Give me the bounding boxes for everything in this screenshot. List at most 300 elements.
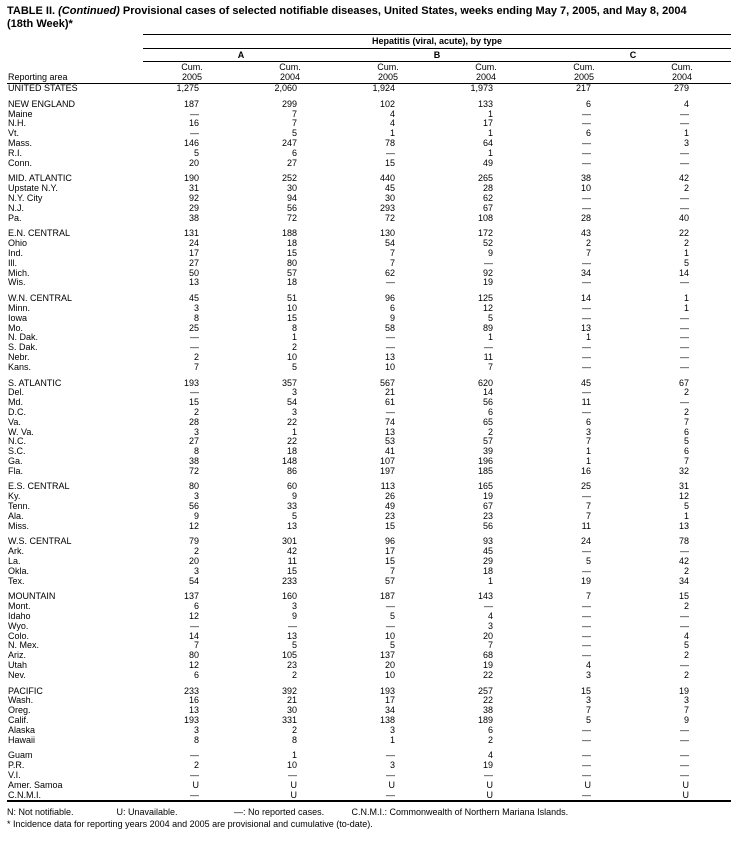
value-cell: — (386, 407, 395, 417)
table-row (7, 651, 731, 661)
value-cell: — (680, 203, 689, 213)
value-cell: 19 (678, 686, 689, 696)
reporting-area-cell: Mich. (8, 268, 30, 278)
table-row (7, 379, 731, 389)
value-cell: 72 (188, 466, 199, 476)
value-cell: 293 (379, 203, 395, 213)
value-cell: 93 (482, 537, 493, 547)
value-cell: 10 (286, 761, 297, 771)
reporting-area-cell: MOUNTAIN (8, 592, 56, 602)
value-cell: — (386, 343, 395, 353)
value-cell: — (680, 661, 689, 671)
table-row (7, 259, 731, 269)
column-header-row (7, 62, 731, 84)
value-cell: 38 (482, 706, 493, 716)
value-cell: — (582, 313, 591, 323)
value-cell: 23 (286, 661, 297, 671)
value-cell: 9 (291, 492, 297, 502)
footnote-not-notifiable: N: Not notifiable. (7, 807, 74, 818)
value-cell: 16 (580, 466, 591, 476)
value-cell: 7 (585, 502, 591, 512)
value-cell: 2 (585, 239, 591, 249)
column-header: Cum. 2005 (339, 62, 437, 84)
value-cell: — (680, 362, 689, 372)
reporting-area-cell: Va. (8, 417, 21, 427)
value-cell: 10 (286, 303, 297, 313)
table-row (7, 269, 731, 279)
value-cell: 1,973 (470, 83, 493, 93)
table-row (7, 343, 731, 353)
value-cell: 20 (384, 661, 395, 671)
table-row (7, 84, 731, 94)
value-cell: 41 (384, 447, 395, 457)
table-row (7, 129, 731, 139)
value-cell: 188 (281, 229, 297, 239)
value-cell: 6 (389, 303, 395, 313)
reporting-area-cell: Ill. (8, 258, 17, 268)
value-cell: 68 (482, 651, 493, 661)
value-cell: 233 (281, 576, 297, 586)
value-cell: 30 (384, 193, 395, 203)
value-cell: 6 (683, 447, 689, 457)
value-cell: 3 (487, 621, 493, 631)
table-row (7, 119, 731, 129)
value-cell: 2 (487, 735, 493, 745)
table-row (7, 512, 731, 522)
table-row (7, 537, 731, 547)
title-week: (18th Week)* (7, 18, 73, 30)
reporting-area-cell: Ariz. (8, 651, 26, 661)
value-cell: 6 (585, 129, 591, 139)
value-cell: 187 (379, 592, 395, 602)
value-cell: 8 (193, 447, 199, 457)
value-cell: 28 (482, 184, 493, 194)
value-cell: 10 (384, 670, 395, 680)
value-cell: 15 (188, 398, 199, 408)
value-cell: 2 (683, 239, 689, 249)
value-cell: 2 (193, 407, 199, 417)
value-cell: 1,924 (372, 83, 395, 93)
value-cell: 67 (482, 203, 493, 213)
value-cell: 13 (188, 706, 199, 716)
value-cell: 1 (487, 148, 493, 158)
reporting-area-cell: Wyo. (8, 621, 29, 631)
value-cell: 7 (389, 258, 395, 268)
table-row (7, 726, 731, 736)
value-cell: 7 (585, 437, 591, 447)
value-cell: U (290, 790, 297, 800)
reporting-area-cell: W.S. CENTRAL (8, 537, 72, 547)
value-cell: — (680, 398, 689, 408)
value-cell: 56 (482, 398, 493, 408)
value-cell: 62 (384, 268, 395, 278)
value-cell: 2 (193, 761, 199, 771)
value-cell: 16 (188, 119, 199, 129)
table-row (7, 214, 731, 224)
value-cell: 1 (585, 333, 591, 343)
value-cell: 29 (482, 557, 493, 567)
column-header: Cum. 2004 (437, 62, 535, 84)
value-cell: 108 (477, 213, 493, 223)
value-cell: 7 (193, 641, 199, 651)
reporting-area-cell: Iowa (8, 313, 28, 323)
footnote-no-reported-cases: —: No reported cases. (234, 807, 325, 818)
value-cell: 9 (193, 511, 199, 521)
table-row (7, 781, 731, 791)
value-cell: 67 (482, 502, 493, 512)
value-cell: — (680, 771, 689, 780)
value-cell: 22 (482, 696, 493, 706)
value-cell: 252 (281, 174, 297, 184)
value-cell: 6 (291, 148, 297, 158)
value-cell: 1 (487, 129, 493, 139)
value-cell: — (582, 303, 591, 313)
value-cell: 27 (188, 437, 199, 447)
value-cell: 1 (291, 751, 297, 761)
reporting-area-cell: Minn. (8, 303, 31, 313)
value-cell: — (386, 278, 395, 288)
value-cell: 9 (683, 716, 689, 726)
value-cell: 7 (193, 362, 199, 372)
value-cell: — (582, 612, 591, 622)
value-cell: 265 (477, 174, 493, 184)
value-cell: 7 (585, 706, 591, 716)
group-header-b: B (339, 49, 535, 62)
value-cell: 4 (389, 119, 395, 129)
value-cell: 193 (183, 716, 199, 726)
value-cell: U (486, 780, 493, 790)
value-cell: 125 (477, 294, 493, 304)
reporting-area-cell: NEW ENGLAND (8, 99, 76, 109)
table-row (7, 324, 731, 334)
table-row (7, 437, 731, 447)
value-cell: 6 (193, 670, 199, 680)
value-cell: 45 (580, 378, 591, 388)
value-cell: 34 (580, 268, 591, 278)
reporting-area-cell: N.Y. City (8, 193, 43, 203)
value-cell: — (582, 761, 591, 771)
reporting-area-cell: Ohio (8, 239, 28, 249)
value-cell: 5 (389, 641, 395, 651)
value-cell: 11 (287, 557, 297, 567)
value-cell: 22 (678, 229, 689, 239)
value-cell: 3 (291, 388, 297, 398)
footnotes (7, 806, 731, 830)
reporting-area-cell: Ark. (8, 547, 25, 557)
value-cell: 49 (384, 502, 395, 512)
value-cell: 24 (188, 239, 199, 249)
value-cell: 1,275 (176, 83, 199, 93)
value-cell: — (582, 158, 591, 168)
table-row (7, 632, 731, 642)
value-cell: 3 (683, 138, 689, 148)
value-cell: 14 (678, 268, 689, 278)
reporting-area-cell: Tenn. (8, 502, 31, 512)
table-row (7, 557, 731, 567)
value-cell: — (582, 547, 591, 557)
reporting-area-cell: Guam (8, 751, 33, 761)
value-cell: 7 (389, 566, 395, 576)
value-cell: 4 (683, 631, 689, 641)
value-cell: — (680, 725, 689, 735)
value-cell: — (680, 119, 689, 129)
reporting-area-cell: Conn. (8, 158, 33, 168)
column-header: Cum. 2005 (535, 62, 633, 84)
value-cell: 45 (188, 294, 199, 304)
value-cell: 57 (384, 576, 395, 586)
value-cell: — (680, 333, 689, 343)
reporting-area-cell: Nebr. (8, 352, 30, 362)
value-cell: 60 (286, 482, 297, 492)
value-cell: 2 (291, 343, 297, 353)
value-cell: 185 (477, 466, 493, 476)
value-cell: — (680, 323, 689, 333)
value-cell: 7 (683, 706, 689, 716)
value-cell: 3 (193, 566, 199, 576)
value-cell: 27 (286, 158, 297, 168)
table-row (7, 602, 731, 612)
value-cell: 15 (384, 521, 395, 531)
value-cell: 131 (183, 229, 199, 239)
value-cell: 2 (291, 670, 297, 680)
value-cell: — (680, 761, 689, 771)
value-cell: 6 (683, 427, 689, 437)
value-cell: 392 (281, 686, 297, 696)
value-cell: 61 (384, 398, 395, 408)
value-cell: 2 (683, 566, 689, 576)
value-cell: 92 (188, 193, 199, 203)
value-cell: 2 (683, 388, 689, 398)
value-cell: 42 (678, 174, 689, 184)
value-cell: 3 (585, 427, 591, 437)
value-cell: 1 (487, 333, 493, 343)
value-cell: — (190, 388, 199, 398)
value-cell: 96 (384, 537, 395, 547)
value-cell: 9 (291, 612, 297, 622)
table-row (7, 428, 731, 438)
value-cell: 65 (482, 417, 493, 427)
value-cell: 299 (281, 99, 297, 109)
value-cell: 19 (580, 576, 591, 586)
value-cell: 143 (477, 592, 493, 602)
value-cell: 72 (384, 213, 395, 223)
value-cell: 102 (379, 99, 395, 109)
value-cell: 2 (683, 602, 689, 612)
value-cell: 74 (384, 417, 395, 427)
value-cell: 19 (482, 492, 493, 502)
value-cell: U (584, 780, 591, 790)
value-cell: 1 (683, 511, 689, 521)
value-cell: — (386, 333, 395, 343)
value-cell: — (386, 771, 395, 780)
value-cell: 7 (683, 417, 689, 427)
value-cell: 3 (193, 303, 199, 313)
table-row (7, 398, 731, 408)
value-cell: 54 (286, 398, 297, 408)
value-cell: 2 (487, 427, 493, 437)
value-cell: 2 (193, 547, 199, 557)
value-cell: 13 (678, 521, 689, 531)
table-row (7, 314, 731, 324)
value-cell: 1 (585, 456, 591, 466)
value-cell: 7 (683, 456, 689, 466)
reporting-area-cell: E.S. CENTRAL (8, 482, 70, 492)
value-cell: 78 (384, 138, 395, 148)
reporting-area-cell: P.R. (8, 761, 25, 771)
value-cell: — (680, 547, 689, 557)
value-cell: 2 (683, 670, 689, 680)
reporting-area-cell: S. Dak. (8, 343, 38, 353)
reporting-area-cell: Alaska (8, 725, 36, 735)
table-row (7, 706, 731, 716)
value-cell: — (680, 343, 689, 353)
value-cell: 56 (286, 203, 297, 213)
value-cell: 42 (678, 557, 689, 567)
value-cell: 5 (291, 129, 297, 139)
table-row (7, 204, 731, 214)
value-cell: — (680, 352, 689, 362)
table-row (7, 641, 731, 651)
value-cell: — (582, 751, 591, 761)
value-cell: 3 (193, 725, 199, 735)
value-cell: — (582, 388, 591, 398)
table-row (7, 761, 731, 771)
table-row (7, 388, 731, 398)
value-cell: 29 (188, 203, 199, 213)
value-cell: U (192, 780, 199, 790)
table-row (7, 249, 731, 259)
value-cell: 22 (286, 437, 297, 447)
value-cell: 22 (482, 670, 493, 680)
value-cell: 6 (585, 417, 591, 427)
value-cell: — (190, 751, 199, 761)
value-cell: — (582, 602, 591, 612)
value-cell: — (582, 193, 591, 203)
value-cell: 28 (188, 417, 199, 427)
value-cell: 2 (683, 407, 689, 417)
table-row (7, 447, 731, 457)
value-cell: 13 (286, 521, 297, 531)
value-cell: 6 (487, 725, 493, 735)
value-cell: 24 (580, 537, 591, 547)
value-cell: 92 (482, 268, 493, 278)
reporting-area-cell: N.J. (8, 203, 25, 213)
value-cell: 28 (580, 213, 591, 223)
value-cell: — (190, 333, 199, 343)
value-cell: 94 (286, 193, 297, 203)
value-cell: 160 (281, 592, 297, 602)
table-row (7, 567, 731, 577)
value-cell: 301 (281, 537, 297, 547)
column-header: Cum. 2004 (241, 62, 339, 84)
value-cell: 25 (580, 482, 591, 492)
table-row (7, 194, 731, 204)
reporting-area-cell: Fla. (8, 466, 24, 476)
value-cell: 89 (482, 323, 493, 333)
value-cell: 54 (188, 576, 199, 586)
reporting-area-cell: Mass. (8, 138, 33, 148)
value-cell: — (582, 407, 591, 417)
reporting-area-cell: Nev. (8, 670, 26, 680)
value-cell: 5 (193, 148, 199, 158)
reporting-area-cell: La. (8, 557, 21, 567)
value-cell: — (484, 602, 493, 612)
value-cell: 22 (286, 417, 297, 427)
value-cell: — (680, 109, 689, 119)
value-cell: 1 (683, 129, 689, 139)
value-cell: 7 (585, 248, 591, 258)
value-cell: — (582, 258, 591, 268)
table-row (7, 696, 731, 706)
value-cell: 30 (286, 184, 297, 194)
value-cell: 15 (580, 686, 591, 696)
value-cell: 30 (286, 706, 297, 716)
value-cell: 15 (678, 592, 689, 602)
value-cell: 23 (482, 511, 493, 521)
reporting-area-cell: Okla. (8, 566, 30, 576)
value-cell: — (680, 612, 689, 622)
value-cell: — (680, 193, 689, 203)
value-cell: 45 (482, 547, 493, 557)
table-row (7, 791, 731, 802)
value-cell: 53 (384, 437, 395, 447)
reporting-area-cell: Colo. (8, 631, 30, 641)
value-cell: 14 (580, 294, 591, 304)
reporting-area-cell: UNITED STATES (8, 83, 78, 93)
value-cell: 40 (678, 213, 689, 223)
value-cell: — (190, 790, 199, 800)
value-cell: — (582, 352, 591, 362)
reporting-area-cell: MID. ATLANTIC (8, 174, 72, 184)
value-cell: — (582, 492, 591, 502)
table-row (7, 353, 731, 363)
value-cell: 567 (379, 378, 395, 388)
reporting-area-cell: Tex. (8, 576, 25, 586)
value-cell: — (582, 148, 591, 158)
reporting-area-cell: Del. (8, 388, 25, 398)
value-cell: 5 (291, 511, 297, 521)
value-cell: 15 (286, 566, 297, 576)
value-cell: 8 (193, 313, 199, 323)
reporting-area-cell: V.I. (8, 771, 21, 780)
reporting-area-cell: Md. (8, 398, 24, 408)
value-cell: 43 (580, 229, 591, 239)
table-row (7, 736, 731, 746)
value-cell: 4 (487, 751, 493, 761)
value-cell: 67 (678, 378, 689, 388)
table-row (7, 239, 731, 249)
value-cell: U (682, 780, 689, 790)
value-cell: 12 (188, 661, 199, 671)
value-cell: — (680, 751, 689, 761)
value-cell: 38 (580, 174, 591, 184)
value-cell: — (582, 735, 591, 745)
table-row (7, 716, 731, 726)
reporting-area-cell: N. Mex. (8, 641, 40, 651)
value-cell: 187 (183, 99, 199, 109)
value-cell: 38 (188, 213, 199, 223)
value-cell: 190 (183, 174, 199, 184)
value-cell: 1 (487, 109, 493, 119)
value-cell: 138 (379, 716, 395, 726)
spanner-row (7, 35, 731, 49)
reporting-area-cell: Amer. Samoa (8, 780, 63, 790)
value-cell: 56 (188, 502, 199, 512)
value-cell: 7 (487, 362, 493, 372)
footnote-unavailable: U: Unavailable. (116, 807, 178, 818)
footnote-legend (7, 806, 731, 818)
value-cell: 20 (188, 557, 199, 567)
